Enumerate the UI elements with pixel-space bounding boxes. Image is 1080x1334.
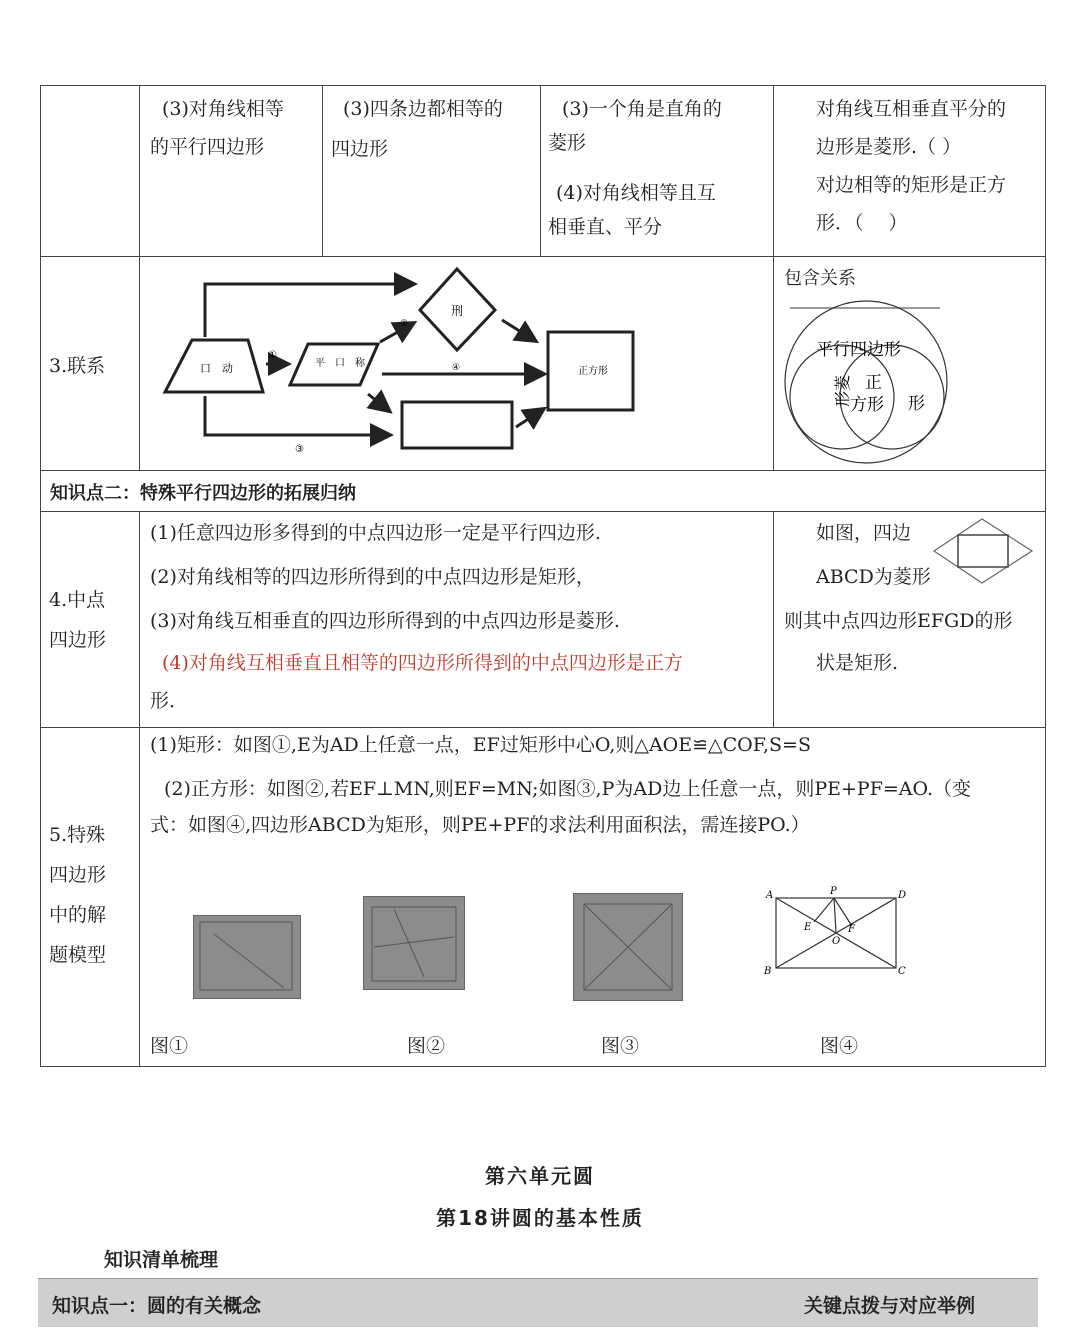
table-top-border [40, 85, 1046, 86]
figure-4-pe [814, 898, 834, 922]
arrow-label-3: ③ [295, 444, 304, 455]
midpoint-line-3: (3)对角线互相垂直的四边形所得到的中点四边形是菱形. [150, 610, 620, 632]
midpoint-line-4: (4)对角线互相垂直且相等的四边形所得到的中点四边形是正方 [162, 652, 683, 674]
col-divider-2 [322, 85, 323, 256]
section2-header: 知识点二：特殊平行四边形的拓展归纳 [50, 483, 356, 504]
arrow-rhombus-square [502, 320, 534, 340]
bottom-header-bar [38, 1278, 1038, 1327]
outline-title: 知识清单梳理 [104, 1249, 219, 1271]
figure-4-point-c: C [898, 966, 906, 977]
midpoint-example-line2: ABCD为菱形 [816, 566, 931, 588]
trapezoid-label: 口 动 [200, 362, 233, 375]
venn-right-label: 形 [908, 394, 925, 414]
venn-left-label: 形菱 [833, 374, 852, 407]
midpoint-example-line1: 如图，四边 [816, 522, 912, 544]
prop-cell-4-line4: 形．（ ） [816, 212, 908, 234]
models-line-2: (2)正方形：如图②,若EF⊥MN,则EF=MN;如图③,P为AD边上任意一点，则PE+PF=AO.（变 [164, 778, 972, 800]
row-divider-3 [40, 511, 1046, 512]
arrow-label-2: ② [400, 319, 409, 329]
square-label: 正方形 [578, 366, 608, 377]
parallelogram-label: 平 口 称 [315, 358, 365, 369]
row-divider-2 [40, 470, 1046, 471]
figure-label-2: 图② [407, 1035, 446, 1057]
col-divider-4 [773, 85, 774, 470]
prop-cell-1 [150, 92, 320, 164]
prop-cell-2-line1: (3)四条边都相等的 [343, 98, 503, 120]
rhombus-midpoint-figure [930, 513, 1038, 589]
models-content [150, 728, 1035, 842]
midpoint-rectangle [958, 535, 1008, 567]
prop-cell-2 [331, 92, 536, 166]
midpoint-line-5: 形． [150, 690, 189, 712]
col-divider-label [139, 85, 140, 470]
rhombus-label: 刑 [451, 304, 464, 318]
figure-4-point-e: E [804, 922, 812, 933]
arrow-bottom-path [205, 396, 388, 435]
prop-cell-4 [816, 92, 1044, 240]
col-divider-3 [540, 85, 541, 256]
row-divider-1 [40, 256, 1046, 257]
table-left-border [40, 85, 41, 1066]
venn-outer-label: 平行四边形 [816, 340, 901, 360]
midpoint-label [49, 583, 106, 657]
models-label-line3: 中的解 [49, 904, 107, 926]
venn-diagram [780, 295, 1042, 467]
arrow-rect-square [516, 410, 542, 427]
venn-center-label-1: 正 [865, 373, 882, 393]
figure-label-4: 图④ [820, 1035, 859, 1057]
midpoint-content [150, 516, 770, 718]
midpoint-label-line2: 四边形 [49, 629, 107, 651]
col-divider-4-lower [773, 511, 774, 727]
figure-4-point-b: B [764, 966, 772, 977]
figure-4-diagram [762, 884, 912, 984]
models-label-line1: 5.特殊 [49, 824, 106, 846]
lecture-title: 第18讲圆的基本性质 [436, 1206, 644, 1230]
figure-4-po [834, 898, 836, 932]
rectangle-shape [402, 402, 512, 448]
figure-1-sketch [194, 916, 300, 998]
models-label-line2: 四边形 [49, 864, 107, 886]
prop-cell-1-line2: 的平行四边形 [150, 136, 265, 158]
col-divider-label-lower [139, 511, 140, 1066]
prop-cell-3-line3: (4)对角线相等且互 [556, 182, 716, 204]
midpoint-example-line4: 状是矩形. [816, 652, 899, 674]
figure-4-point-d: D [898, 890, 907, 901]
figure-label-3: 图③ [601, 1035, 640, 1057]
figure-2-sketch [364, 897, 464, 989]
models-label [49, 818, 106, 972]
figure-2-photo [363, 896, 465, 990]
inclusion-title: 包含关系 [784, 268, 856, 289]
midpoint-line-2: (2)对角线相等的四边形所得到的中点四边形是矩形， [150, 566, 595, 588]
midpoint-example-line3: 则其中点四边形EFGD的形 [784, 610, 1013, 632]
models-line-1: (1)矩形：如图①,E为AD上任意一点，EF过矩形中心O,则△AOE≌△COF,S=S [150, 734, 811, 756]
unit-title: 第六单元圆 [485, 1164, 595, 1188]
prop-cell-4-line2: 边形是菱形.（ ） [816, 136, 962, 158]
arrow-top-path [205, 284, 412, 337]
rhombus-abcd [934, 519, 1032, 583]
prop-cell-1-line1: (3)对角线相等 [162, 98, 284, 120]
figure-3-photo [573, 893, 683, 1001]
figure-4-point-o: O [832, 936, 841, 947]
relation-label: 3.联系 [49, 355, 106, 377]
prop-cell-4-line3: 对边相等的矩形是正方 [816, 174, 1007, 196]
bottom-header-left: 知识点一：圆的有关概念 [52, 1295, 262, 1317]
prop-cell-3-line4: 相垂直、平分 [548, 216, 663, 238]
figure-4-point-p: P [830, 886, 837, 897]
midpoint-label-line1: 4.中点 [49, 589, 106, 611]
prop-cell-3-line2: 菱形 [548, 132, 587, 154]
arrow-label-mid: ④ [452, 363, 461, 373]
figure-4-point-a: A [766, 890, 774, 901]
table-bottom-border [40, 1066, 1046, 1067]
arrow-label-1: ① [268, 350, 277, 361]
models-line-3: 式：如图④,四边形ABCD为矩形，则PE+PF的求法利用面积法，需连接PO.） [150, 814, 810, 836]
relation-flow-diagram [150, 262, 650, 462]
figure-4-point-f: F [848, 924, 855, 935]
prop-cell-4-line1: 对角线互相垂直平分的 [816, 98, 1007, 120]
prop-cell-3 [548, 92, 770, 244]
midpoint-line-1: (1)任意四边形多得到的中点四边形一定是平行四边形. [150, 522, 601, 544]
prop-cell-2-line2: 四边形 [331, 138, 389, 160]
prop-cell-3-line1: (3)一个角是直角的 [562, 98, 722, 120]
arrow-para-rect [368, 394, 388, 410]
figure-4-pf [834, 898, 852, 926]
venn-center-label-2: 方形 [850, 395, 884, 415]
figure-label-1: 图① [150, 1035, 189, 1057]
figure-3-sketch [574, 894, 682, 1000]
table-right-border [1045, 85, 1046, 1066]
models-label-line4: 题模型 [49, 944, 107, 966]
figure-1-photo [193, 915, 301, 999]
bottom-header-right: 关键点拨与对应举例 [804, 1295, 976, 1317]
